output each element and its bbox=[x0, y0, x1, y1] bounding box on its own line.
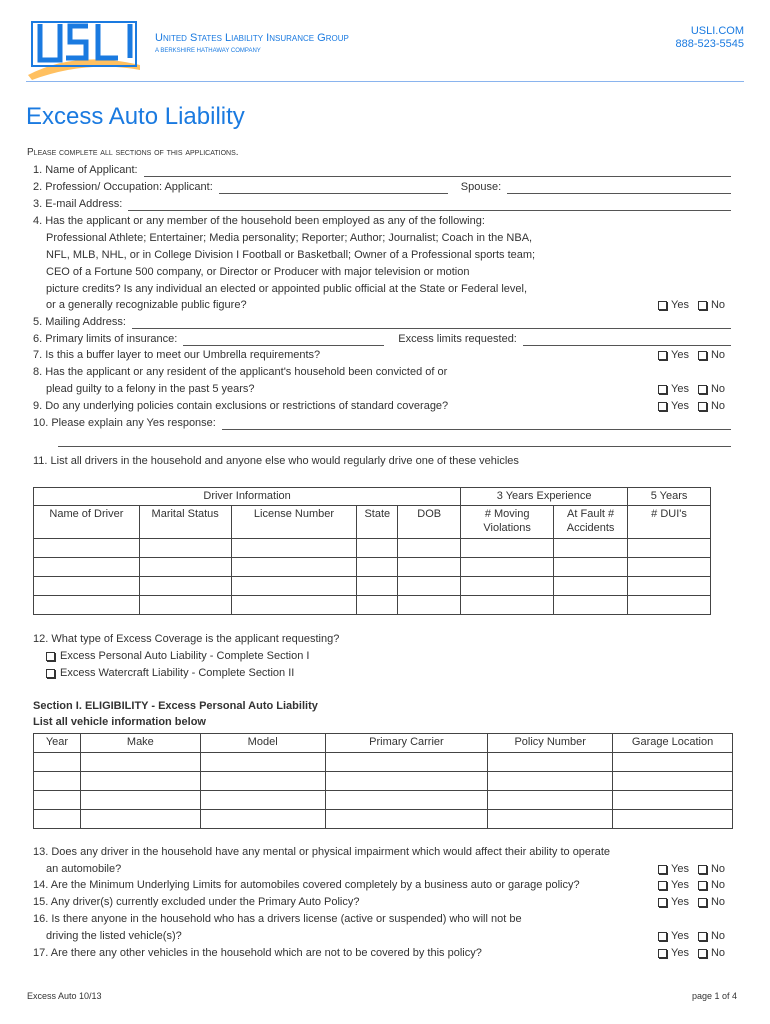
option1-checkbox[interactable] bbox=[46, 652, 55, 661]
q15-yes-no bbox=[658, 895, 725, 909]
cell[interactable] bbox=[325, 753, 488, 772]
occupation-field[interactable] bbox=[219, 182, 448, 194]
q2-row bbox=[33, 180, 731, 194]
q5-row bbox=[33, 315, 731, 329]
col-moving: # Moving Violations bbox=[461, 506, 554, 539]
cell[interactable] bbox=[139, 539, 231, 558]
driver-table bbox=[33, 487, 711, 615]
yes-label: Yes bbox=[671, 383, 689, 395]
no-label: No bbox=[710, 896, 726, 908]
col-make: Make bbox=[80, 734, 200, 753]
q2-label: 2. Profession/ Occupation: Applicant: bbox=[33, 181, 213, 193]
q4-yes-checkbox[interactable] bbox=[658, 301, 667, 310]
applicant-name-field[interactable] bbox=[144, 165, 731, 177]
col-dob: DOB bbox=[398, 506, 461, 539]
q16-yes-checkbox[interactable] bbox=[658, 932, 667, 941]
excess-limits-label: Excess limits requested: bbox=[398, 333, 517, 345]
mailing-address-field[interactable] bbox=[132, 317, 731, 329]
cell[interactable] bbox=[488, 810, 613, 829]
q8-yes-no bbox=[658, 382, 725, 396]
cell[interactable] bbox=[628, 558, 711, 577]
cell[interactable] bbox=[398, 577, 461, 596]
vehicle-row bbox=[34, 791, 733, 810]
phone-number: 888-523-5545 bbox=[675, 38, 744, 50]
excess-limits-field[interactable] bbox=[523, 334, 731, 346]
q9-yes-no bbox=[658, 399, 725, 413]
driver-row bbox=[34, 596, 711, 615]
cell[interactable] bbox=[200, 753, 325, 772]
q3-label: 3. E-mail Address: bbox=[33, 198, 123, 210]
cell[interactable] bbox=[231, 577, 357, 596]
cell[interactable] bbox=[325, 772, 488, 791]
cell[interactable] bbox=[231, 558, 357, 577]
vehicle-table bbox=[33, 733, 733, 829]
q17-yes-checkbox[interactable] bbox=[658, 949, 667, 958]
q4-line3: CEO of a Fortune 500 company, or Director or Producer with major television or motion bbox=[46, 266, 470, 278]
form-id: Excess Auto 10/13 bbox=[27, 991, 102, 1001]
cell[interactable] bbox=[34, 539, 140, 558]
yes-label: Yes bbox=[671, 400, 689, 412]
col-policy: Policy Number bbox=[488, 734, 613, 753]
col-license: License Number bbox=[231, 506, 357, 539]
company-name: United States Liability Insurance Group bbox=[155, 32, 349, 44]
cell[interactable] bbox=[34, 753, 81, 772]
cell[interactable] bbox=[80, 810, 200, 829]
cell[interactable] bbox=[461, 558, 554, 577]
q17-yes-no bbox=[658, 946, 725, 960]
page-title: Excess Auto Liability bbox=[26, 103, 245, 130]
driver-row bbox=[34, 539, 711, 558]
q16-label: 16. Is there anyone in the household who has a drivers license (active or suspended) who will not be bbox=[33, 913, 522, 925]
vehicle-row bbox=[34, 772, 733, 791]
spouse-occupation-field[interactable] bbox=[507, 182, 731, 194]
cell[interactable] bbox=[80, 791, 200, 810]
q10-label: 10. Please explain any Yes response: bbox=[33, 417, 216, 429]
q4-line4: picture credits? Is any individual an elected or appointed public official at the State or Federal level, bbox=[46, 283, 528, 295]
explain-field-line2[interactable] bbox=[58, 446, 731, 447]
cell[interactable] bbox=[34, 577, 140, 596]
explain-field[interactable] bbox=[222, 418, 731, 430]
q7-yes-checkbox[interactable] bbox=[658, 351, 667, 360]
cell[interactable] bbox=[398, 539, 461, 558]
cell[interactable] bbox=[554, 558, 628, 577]
q4-no-checkbox[interactable] bbox=[698, 301, 707, 310]
q16-line1: driving the listed vehicle(s)? bbox=[46, 930, 182, 942]
vehicle-row bbox=[34, 810, 733, 829]
q13-label: 13. Does any driver in the household have any mental or physical impairment which would affect their ability to operate bbox=[33, 846, 611, 858]
cell[interactable] bbox=[200, 810, 325, 829]
cell[interactable] bbox=[554, 577, 628, 596]
q1-row bbox=[33, 163, 731, 177]
company-tagline: A BERKSHIRE HATHAWAY COMPANY bbox=[155, 48, 261, 54]
cell[interactable] bbox=[231, 596, 357, 615]
cell[interactable] bbox=[461, 596, 554, 615]
email-field[interactable] bbox=[128, 199, 731, 211]
cell[interactable] bbox=[488, 753, 613, 772]
cell[interactable] bbox=[488, 772, 613, 791]
no-label: No bbox=[710, 299, 726, 311]
section1-subtitle: List all vehicle information below bbox=[33, 716, 206, 728]
option2-label: Excess Watercraft Liability - Complete Section II bbox=[60, 667, 295, 679]
website-link[interactable]: USLI.COM bbox=[690, 25, 744, 37]
q7-label: 7. Is this a buffer layer to meet our Umbrella requirements? bbox=[33, 349, 321, 361]
q4-yes-no bbox=[658, 298, 725, 312]
yes-label: Yes bbox=[671, 930, 689, 942]
q8-no-checkbox[interactable] bbox=[698, 385, 707, 394]
cell[interactable] bbox=[613, 791, 733, 810]
cell[interactable] bbox=[613, 810, 733, 829]
q13-yes-no bbox=[658, 862, 725, 876]
col-dui: # DUI's bbox=[628, 506, 711, 539]
no-label: No bbox=[710, 930, 726, 942]
cell[interactable] bbox=[80, 772, 200, 791]
vehicle-row bbox=[34, 753, 733, 772]
cell[interactable] bbox=[628, 539, 711, 558]
q15-label: 15. Any driver(s) currently excluded under the Primary Auto Policy? bbox=[33, 896, 360, 908]
cell[interactable] bbox=[357, 596, 398, 615]
cell[interactable] bbox=[80, 753, 200, 772]
usli-logo bbox=[26, 20, 142, 80]
q4-line1: Professional Athlete; Entertainer; Media personality; Reporter; Author; Journalist; Coach in the NBA, bbox=[46, 232, 533, 244]
q4-line2: NFL, MLB, NHL, or in College Division I Football or Basketball; Owner of a Professional sports team; bbox=[46, 249, 536, 261]
cell[interactable] bbox=[613, 772, 733, 791]
cell[interactable] bbox=[139, 558, 231, 577]
cell[interactable] bbox=[34, 810, 81, 829]
q8-label: 8. Has the applicant or any resident of the applicant's household been convicted of or bbox=[33, 366, 448, 378]
cell[interactable] bbox=[461, 577, 554, 596]
q6-row bbox=[33, 332, 731, 346]
cell[interactable] bbox=[34, 772, 81, 791]
cell[interactable] bbox=[34, 558, 140, 577]
q17-no-checkbox[interactable] bbox=[698, 949, 707, 958]
driver-row bbox=[34, 558, 711, 577]
q13-line1: an automobile? bbox=[46, 863, 122, 875]
col-year: Year bbox=[34, 734, 81, 753]
group-5yr: 5 Years bbox=[628, 488, 711, 506]
cell[interactable] bbox=[461, 539, 554, 558]
yes-label: Yes bbox=[671, 349, 689, 361]
col-model: Model bbox=[200, 734, 325, 753]
yes-label: Yes bbox=[671, 299, 689, 311]
cell[interactable] bbox=[357, 558, 398, 577]
q8-line1: plead guilty to a felony in the past 5 years? bbox=[46, 383, 255, 395]
q5-label: 5. Mailing Address: bbox=[33, 316, 126, 328]
no-label: No bbox=[710, 863, 726, 875]
q12-option1 bbox=[46, 649, 309, 663]
q14-yes-no bbox=[658, 878, 725, 892]
cell[interactable] bbox=[628, 577, 711, 596]
col-garage: Garage Location bbox=[613, 734, 733, 753]
cell[interactable] bbox=[325, 791, 488, 810]
option2-checkbox[interactable] bbox=[46, 669, 55, 678]
cell[interactable] bbox=[398, 558, 461, 577]
q11-label: 11. List all drivers in the household and anyone else who would regularly drive one of these vehicles bbox=[33, 455, 519, 467]
q7-yes-no bbox=[658, 348, 725, 362]
cell[interactable] bbox=[200, 772, 325, 791]
no-label: No bbox=[710, 400, 726, 412]
q12-label: 12. What type of Excess Coverage is the applicant requesting? bbox=[33, 633, 340, 645]
no-label: No bbox=[710, 947, 726, 959]
col-accidents: At Fault # Accidents bbox=[554, 506, 628, 539]
yes-label: Yes bbox=[671, 879, 689, 891]
q13-no-checkbox[interactable] bbox=[698, 865, 707, 874]
q13-yes-checkbox[interactable] bbox=[658, 865, 667, 874]
group-3yr-experience: 3 Years Experience bbox=[461, 488, 628, 506]
q12-option2 bbox=[46, 666, 294, 680]
q15-no-checkbox[interactable] bbox=[698, 898, 707, 907]
yes-label: Yes bbox=[671, 947, 689, 959]
cell[interactable] bbox=[554, 596, 628, 615]
cell[interactable] bbox=[628, 596, 711, 615]
cell[interactable] bbox=[554, 539, 628, 558]
q9-yes-checkbox[interactable] bbox=[658, 402, 667, 411]
q17-label: 17. Are there any other vehicles in the household which are not to be covered by this policy? bbox=[33, 947, 482, 959]
instructions: Please complete all sections of this applications. bbox=[27, 147, 239, 158]
q7-no-checkbox[interactable] bbox=[698, 351, 707, 360]
section1-title: Section I. ELIGIBILITY - Excess Personal Auto Liability bbox=[33, 700, 318, 712]
q1-label: 1. Name of Applicant: bbox=[33, 164, 138, 176]
primary-limits-field[interactable] bbox=[183, 334, 384, 346]
col-state: State bbox=[357, 506, 398, 539]
cell[interactable] bbox=[398, 596, 461, 615]
no-label: No bbox=[710, 383, 726, 395]
header-divider bbox=[26, 81, 744, 82]
q9-no-checkbox[interactable] bbox=[698, 402, 707, 411]
col-carrier: Primary Carrier bbox=[325, 734, 488, 753]
cell[interactable] bbox=[139, 577, 231, 596]
cell[interactable] bbox=[200, 791, 325, 810]
q14-yes-checkbox[interactable] bbox=[658, 881, 667, 890]
q16-yes-no bbox=[658, 929, 725, 943]
q4-line5: or a generally recognizable public figure? bbox=[46, 299, 247, 311]
cell[interactable] bbox=[357, 577, 398, 596]
cell[interactable] bbox=[613, 753, 733, 772]
q9-label: 9. Do any underlying policies contain exclusions or restrictions of standard coverage? bbox=[33, 400, 449, 412]
q15-yes-checkbox[interactable] bbox=[658, 898, 667, 907]
cell[interactable] bbox=[139, 596, 231, 615]
col-name: Name of Driver bbox=[34, 506, 140, 539]
q6-label: 6. Primary limits of insurance: bbox=[33, 333, 178, 345]
cell[interactable] bbox=[357, 539, 398, 558]
cell[interactable] bbox=[231, 539, 357, 558]
q14-label: 14. Are the Minimum Underlying Limits for automobiles covered completely by a business auto or garage policy? bbox=[33, 879, 580, 891]
q3-row bbox=[33, 197, 731, 211]
q10-row bbox=[33, 416, 731, 430]
cell[interactable] bbox=[488, 791, 613, 810]
q16-no-checkbox[interactable] bbox=[698, 932, 707, 941]
driver-row bbox=[34, 577, 711, 596]
cell[interactable] bbox=[34, 791, 81, 810]
cell[interactable] bbox=[34, 596, 140, 615]
q14-no-checkbox[interactable] bbox=[698, 881, 707, 890]
col-marital: Marital Status bbox=[139, 506, 231, 539]
spouse-label: Spouse: bbox=[460, 181, 502, 193]
cell[interactable] bbox=[325, 810, 488, 829]
yes-label: Yes bbox=[671, 863, 689, 875]
q4-label: 4. Has the applicant or any member of the household been employed as any of the following: bbox=[33, 215, 485, 227]
no-label: No bbox=[710, 879, 726, 891]
yes-label: Yes bbox=[671, 896, 689, 908]
q8-yes-checkbox[interactable] bbox=[658, 385, 667, 394]
page-number: page 1 of 4 bbox=[691, 991, 737, 1001]
option1-label: Excess Personal Auto Liability - Complete Section I bbox=[60, 650, 310, 662]
no-label: No bbox=[710, 349, 726, 361]
group-driver-info: Driver Information bbox=[34, 488, 461, 506]
